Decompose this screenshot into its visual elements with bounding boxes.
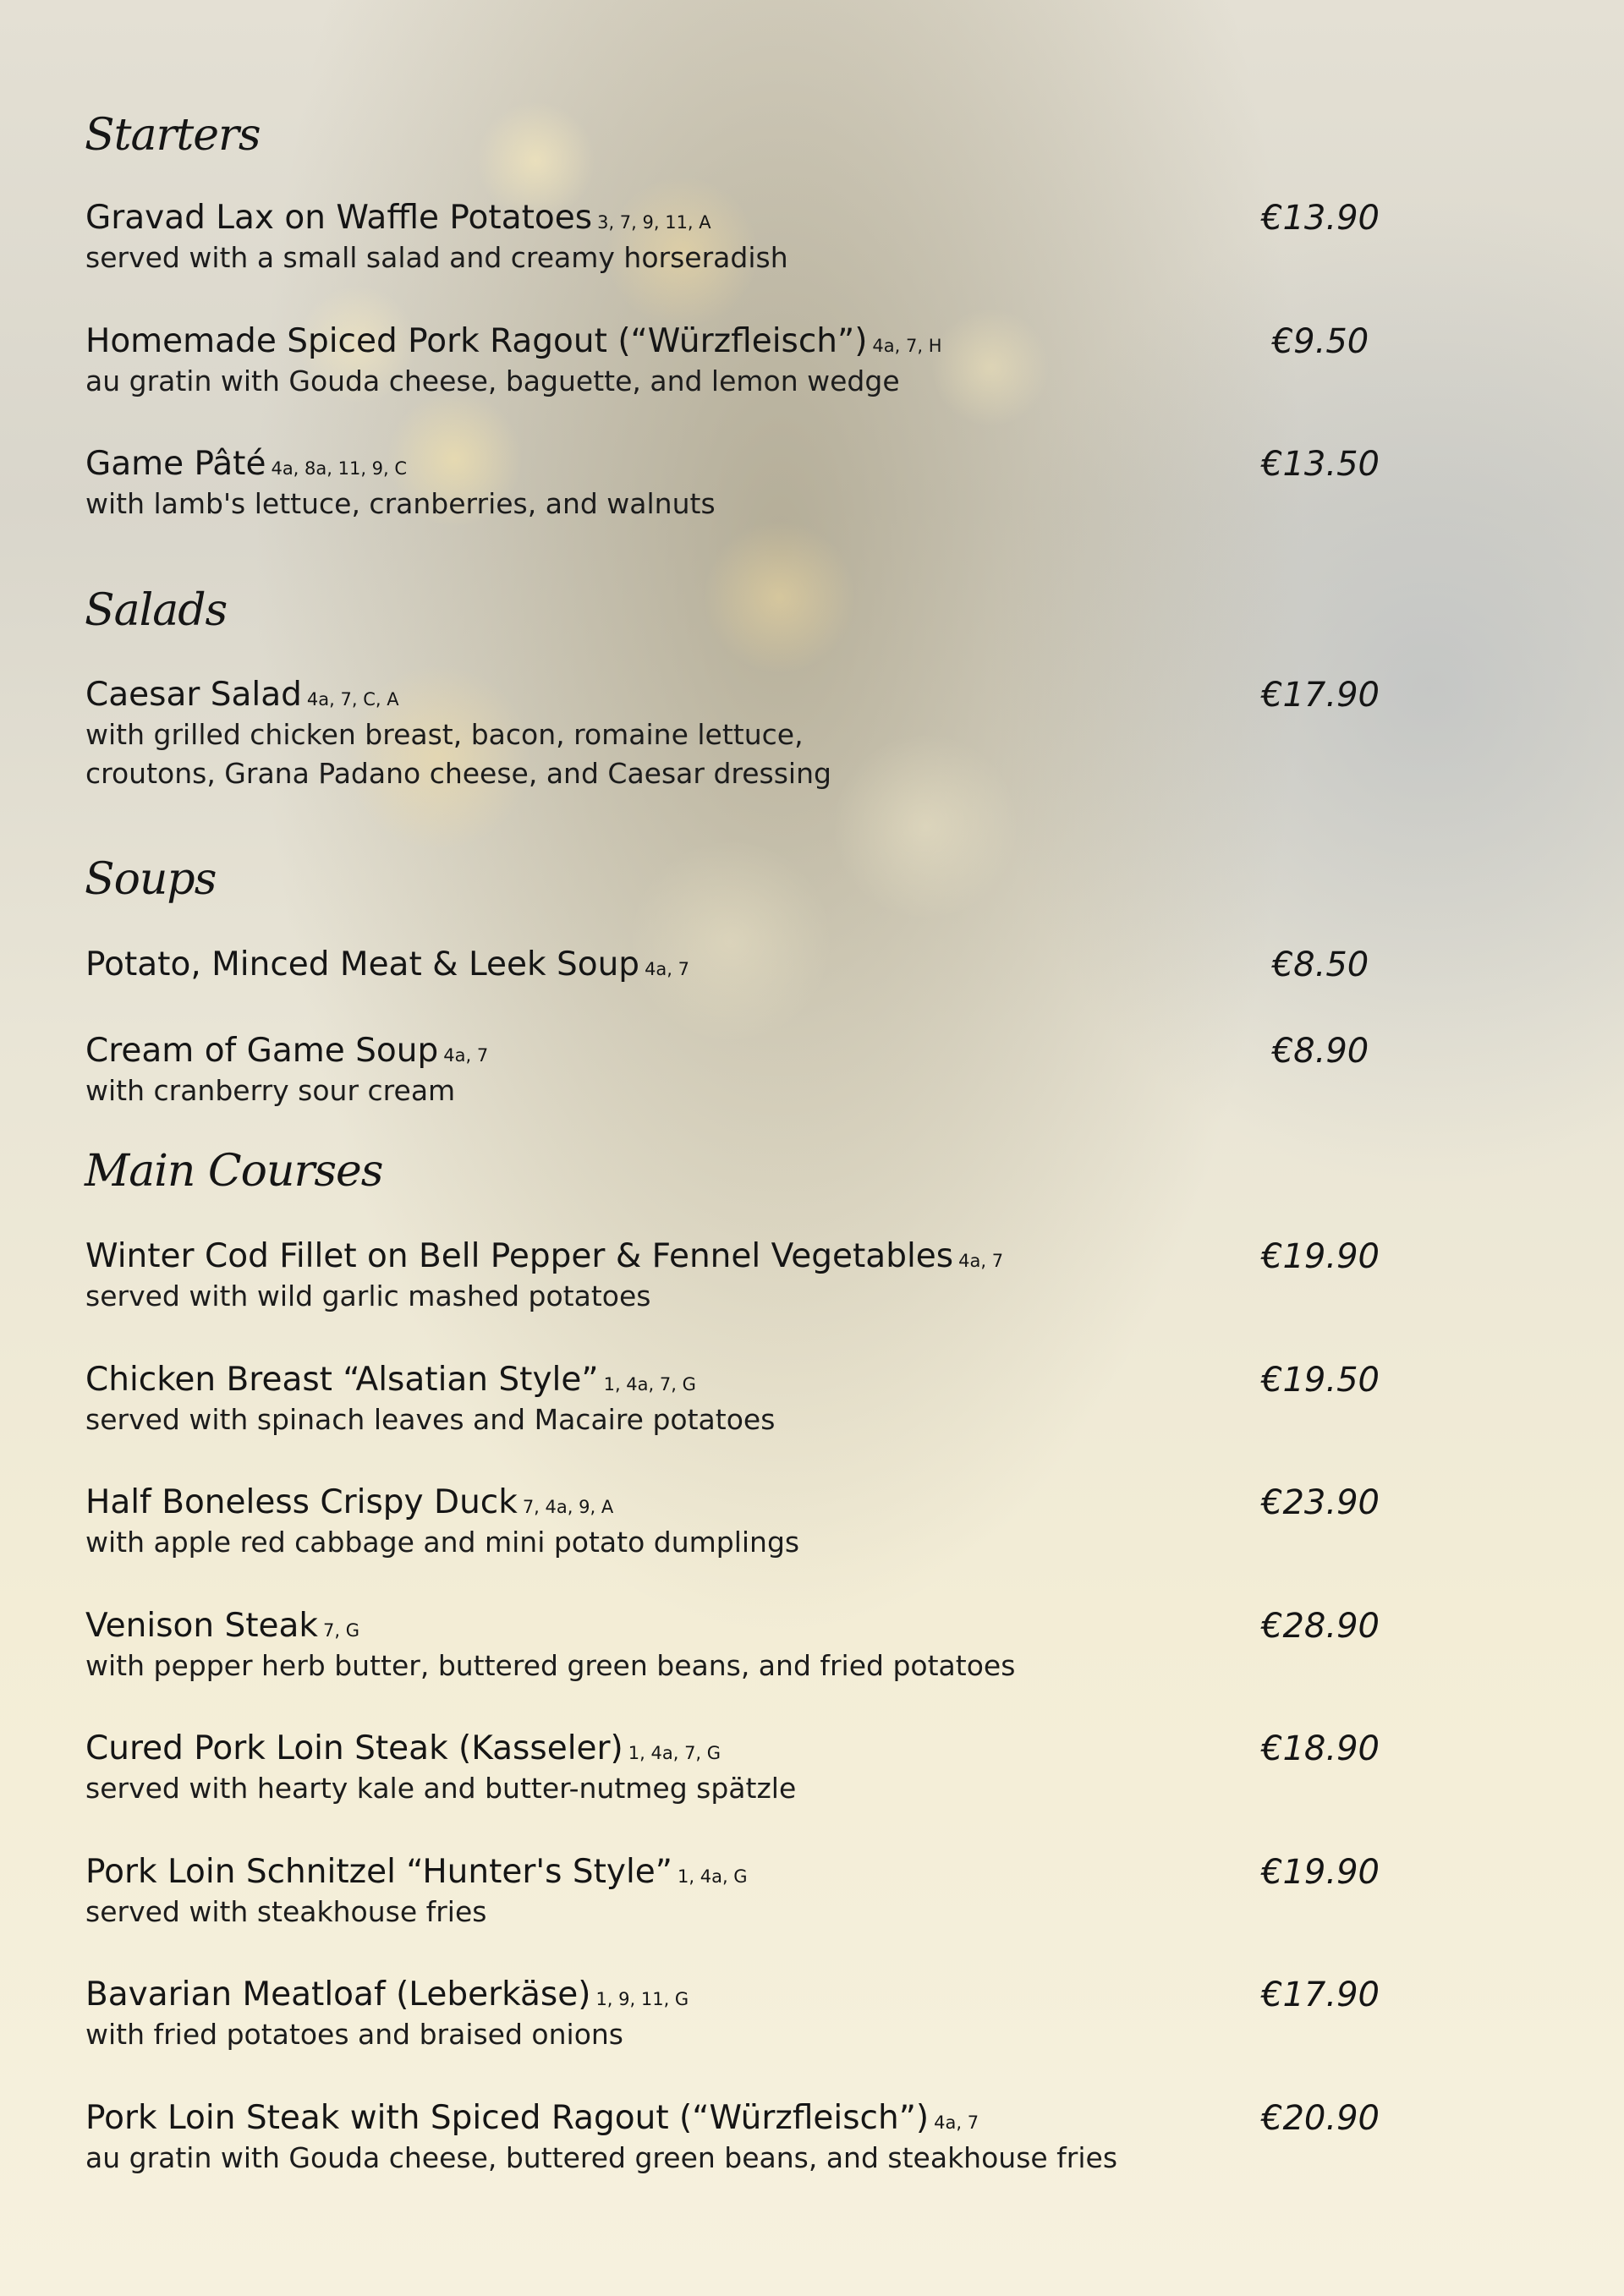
- item-name-line: [85, 321, 1405, 362]
- section-title-soups: Soups: [85, 854, 217, 905]
- item-name-line: [85, 1360, 1405, 1400]
- menu-item-schnitzel: [85, 1852, 1405, 1932]
- item-description: with apple red cabbage and mini potato dumplings: [85, 1526, 800, 1559]
- section-title-salads: Salads: [85, 585, 228, 636]
- menu-item-crispy-duck: [85, 1482, 1405, 1562]
- item-allergens: 1, 4a, 7, G: [603, 1374, 696, 1395]
- item-description: served with wild garlic mashed potatoes: [85, 1280, 651, 1312]
- item-description: with lamb's lettuce, cranberries, and walnuts: [85, 487, 716, 520]
- item-description: au gratin with Gouda cheese, buttered green beans, and steakhouse fries: [85, 2141, 1118, 2174]
- item-price: €19.50: [1261, 1361, 1380, 1400]
- item-price: €17.90: [1261, 676, 1380, 715]
- item-allergens: 4a, 7, C, A: [306, 689, 399, 710]
- item-name-line: [85, 198, 1405, 238]
- item-name-line: [85, 1852, 1405, 1893]
- item-description: croutons, Grana Padano cheese, and Caesar dressing: [85, 757, 831, 790]
- menu-item-cream-of-game-soup: [85, 1031, 1405, 1110]
- item-price: €13.50: [1261, 445, 1380, 484]
- item-allergens: 1, 4a, 7, G: [628, 1743, 721, 1763]
- item-name: Winter Cod Fillet on Bell Pepper & Fennel Vegetables: [85, 1237, 954, 1275]
- item-name-line: [85, 1606, 1405, 1647]
- item-name: Caesar Salad: [85, 676, 302, 714]
- item-allergens: 4a, 7: [645, 959, 690, 979]
- item-allergens: 7, G: [323, 1620, 360, 1641]
- item-price: €28.90: [1261, 1607, 1380, 1646]
- item-price: €19.90: [1261, 1237, 1380, 1276]
- menu-item-game-pate: [85, 444, 1405, 523]
- section-title-starters: Starters: [85, 110, 261, 161]
- item-allergens: 1, 9, 11, G: [595, 1989, 689, 2009]
- item-allergens: 3, 7, 9, 11, A: [597, 212, 711, 233]
- item-description: served with steakhouse fries: [85, 1895, 487, 1928]
- item-name: Cured Pork Loin Steak (Kasseler): [85, 1729, 623, 1767]
- menu-item-venison-steak: [85, 1606, 1405, 1685]
- item-allergens: 4a, 7, H: [872, 336, 942, 356]
- menu-item-winter-cod: [85, 1236, 1405, 1316]
- menu-item-caesar-salad: [85, 675, 1405, 793]
- menu-item-gravad-lax: [85, 198, 1405, 277]
- item-name: Potato, Minced Meat & Leek Soup: [85, 945, 640, 984]
- item-name-line: [85, 2098, 1405, 2139]
- item-name: Homemade Spiced Pork Ragout (“Würzfleisch”): [85, 322, 868, 360]
- item-allergens: 4a, 7: [443, 1045, 489, 1066]
- item-price: €20.90: [1261, 2099, 1380, 2138]
- item-price: €8.90: [1271, 1032, 1369, 1071]
- item-allergens: 7, 4a, 9, A: [522, 1497, 614, 1517]
- item-name: Cream of Game Soup: [85, 1032, 439, 1070]
- item-price: €18.90: [1261, 1729, 1380, 1768]
- menu-item-spiced-pork-ragout: [85, 321, 1405, 401]
- item-price: €13.90: [1261, 199, 1380, 238]
- item-allergens: 4a, 7: [958, 1251, 1004, 1271]
- item-name: Venison Steak: [85, 1607, 319, 1645]
- section-title-main-courses: Main Courses: [85, 1146, 383, 1197]
- item-name-line: [85, 1975, 1405, 2015]
- menu-item-leberkaese: [85, 1975, 1405, 2054]
- item-name: Bavarian Meatloaf (Leberkäse): [85, 1975, 591, 2014]
- item-name: Pork Loin Steak with Spiced Ragout (“Würzfleisch”): [85, 2099, 930, 2137]
- item-price: €23.90: [1261, 1483, 1380, 1522]
- item-name: Chicken Breast “Alsatian Style”: [85, 1361, 599, 1399]
- item-name: Pork Loin Schnitzel “Hunter's Style”: [85, 1853, 673, 1891]
- item-description: au gratin with Gouda cheese, baguette, and lemon wedge: [85, 364, 900, 397]
- item-name-line: [85, 1236, 1405, 1277]
- item-description: with fried potatoes and braised onions: [85, 2018, 623, 2051]
- item-name-line: [85, 675, 1405, 715]
- menu-item-chicken-breast: [85, 1360, 1405, 1439]
- menu-item-kasseler: [85, 1729, 1405, 1808]
- item-allergens: 4a, 7: [934, 2112, 979, 2133]
- menu-item-potato-leek-soup: [85, 945, 1405, 985]
- item-name-line: [85, 1482, 1405, 1523]
- item-price: €8.50: [1271, 945, 1369, 984]
- item-description: served with hearty kale and butter-nutmeg spätzle: [85, 1772, 797, 1805]
- item-name-line: [85, 444, 1405, 485]
- item-name: Half Boneless Crispy Duck: [85, 1483, 518, 1521]
- item-allergens: 1, 4a, G: [678, 1866, 748, 1887]
- item-name-line: [85, 1031, 1405, 1071]
- item-description: served with spinach leaves and Macaire potatoes: [85, 1403, 776, 1436]
- item-price: €9.50: [1271, 322, 1369, 361]
- item-price: €17.90: [1261, 1975, 1380, 2014]
- item-description: with grilled chicken breast, bacon, romaine lettuce,: [85, 718, 804, 751]
- item-name: Game Pâté: [85, 445, 266, 483]
- item-price: €19.90: [1261, 1853, 1380, 1892]
- item-name: Gravad Lax on Waffle Potatoes: [85, 199, 593, 237]
- item-description: with cranberry sour cream: [85, 1074, 456, 1107]
- item-description: served with a small salad and creamy horseradish: [85, 241, 788, 274]
- item-name-line: [85, 1729, 1405, 1769]
- menu-item-pork-loin-steak-ragout: [85, 2098, 1405, 2178]
- item-allergens: 4a, 8a, 11, 9, C: [271, 458, 408, 479]
- item-description: with pepper herb butter, buttered green beans, and fried potatoes: [85, 1649, 1016, 1682]
- item-name-line: [85, 945, 1405, 985]
